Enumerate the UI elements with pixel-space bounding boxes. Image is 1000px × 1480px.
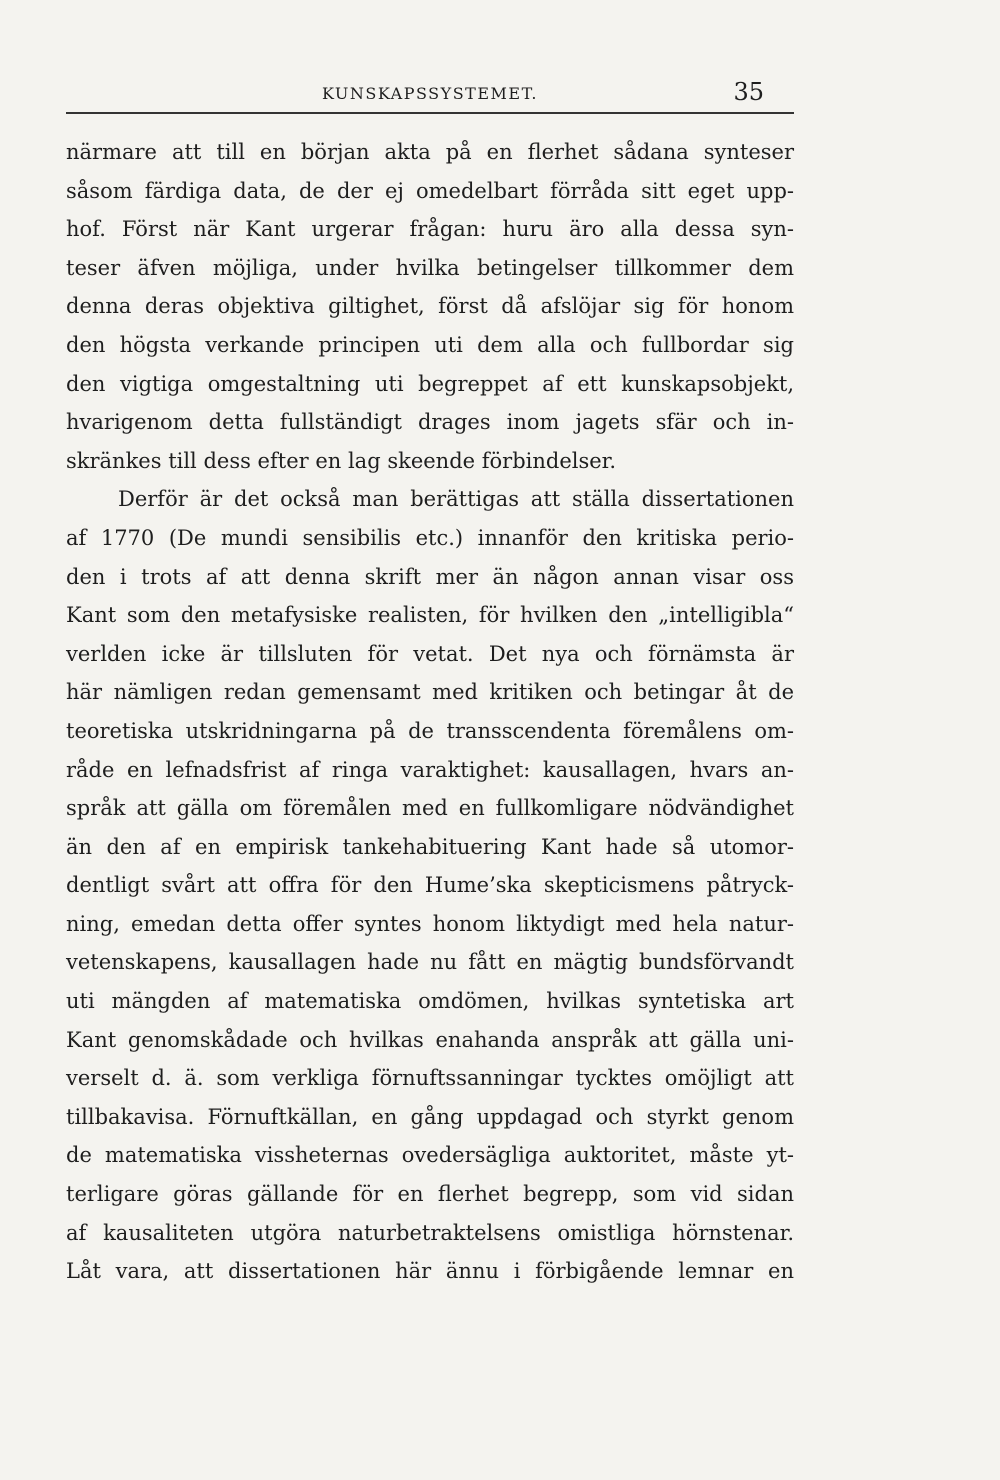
- text-line: den högsta verkande principen uti dem alla och fullbordar sig: [66, 332, 794, 357]
- text-line: teoretiska utskridningarna på de transscendenta föremålens om-: [66, 718, 794, 743]
- body-text: [66, 133, 794, 1291]
- text-line: verselt d. ä. som verkliga förnuftssanningar tycktes omöjligt att: [66, 1066, 794, 1091]
- text-line: teser äfven möjliga, under hvilka betingelser tillkommer dem: [66, 255, 794, 280]
- text-line: här nämligen redan gemensamt med kritiken och betingar åt de: [66, 680, 794, 705]
- text-line: af 1770 (De mundi sensibilis etc.) innanför den kritiska perio-: [66, 525, 794, 550]
- text-line: tillbakavisa. Förnuftkällan, en gång uppdagad och styrkt genom: [66, 1104, 794, 1129]
- text-line: närmare att till en början akta på en flerhet sådana synteser: [66, 140, 794, 164]
- text-line: såsom färdiga data, de der ej omedelbart förråda sitt eget upp-: [66, 178, 794, 203]
- running-title: KUNSKAPSSYSTEMET.: [322, 84, 538, 103]
- text-line: än den af en empirisk tankehabituering Kant hade så utomor-: [66, 834, 794, 859]
- text-line: skränkes till dess efter en lag skeende förbindelser.: [66, 448, 617, 473]
- text-line: Kant som den metafysiske realisten, för hvilken den „intelligibla“: [66, 603, 794, 628]
- page-number: 35: [733, 78, 764, 106]
- page-header: [66, 80, 794, 110]
- text-line: Låt vara, att dissertationen här ännu i förbigående lemnar en: [66, 1259, 794, 1284]
- text-line: råde en lefnadsfrist af ringa varaktighet: kausallagen, hvars an-: [66, 757, 794, 782]
- text-line: uti mängden af matematiska omdömen, hvilkas syntetiska art: [66, 989, 794, 1014]
- text-line: ning, emedan detta offer syntes honom liktydigt med hela natur-: [66, 911, 794, 936]
- text-line: språk att gälla om föremålen med en fullkomligare nödvändighet: [66, 796, 794, 821]
- text-line: verlden icke är tillsluten för vetat. Det nya och förnämsta är: [66, 641, 794, 666]
- text-line: terligare göras gällande för en flerhet begrepp, som vid sidan: [66, 1182, 794, 1207]
- text-line: hvarigenom detta fullständigt drages inom jagets sfär och in-: [66, 410, 794, 435]
- text-line: Kant genomskådade och hvilkas enahanda anspråk att gälla uni-: [66, 1027, 794, 1052]
- text-line: hof. Först när Kant urgerar frågan: huru äro alla dessa syn-: [66, 217, 794, 242]
- text-line: denna deras objektiva giltighet, först då afslöjar sig för honom: [66, 294, 794, 319]
- text-line: den vigtiga omgestaltning uti begreppet af ett kunskapsobjekt,: [66, 371, 794, 396]
- header-rule: [66, 112, 794, 114]
- paragraph-start-line: Derför är det också man berättigas att ställa dissertationen: [118, 487, 794, 512]
- text-line: dentligt svårt att offra för den Hume’ska skepticismens påtryck-: [66, 873, 794, 898]
- text-line: de matematiska vissheternas ovedersägliga auktoritet, måste yt-: [66, 1143, 794, 1168]
- text-line: vetenskapens, kausallagen hade nu fått en mägtig bundsförvandt: [66, 950, 794, 975]
- text-line: den i trots af att denna skrift mer än någon annan visar oss: [66, 564, 794, 589]
- text-line: af kausaliteten utgöra naturbetraktelsens omistliga hörnstenar.: [66, 1220, 794, 1245]
